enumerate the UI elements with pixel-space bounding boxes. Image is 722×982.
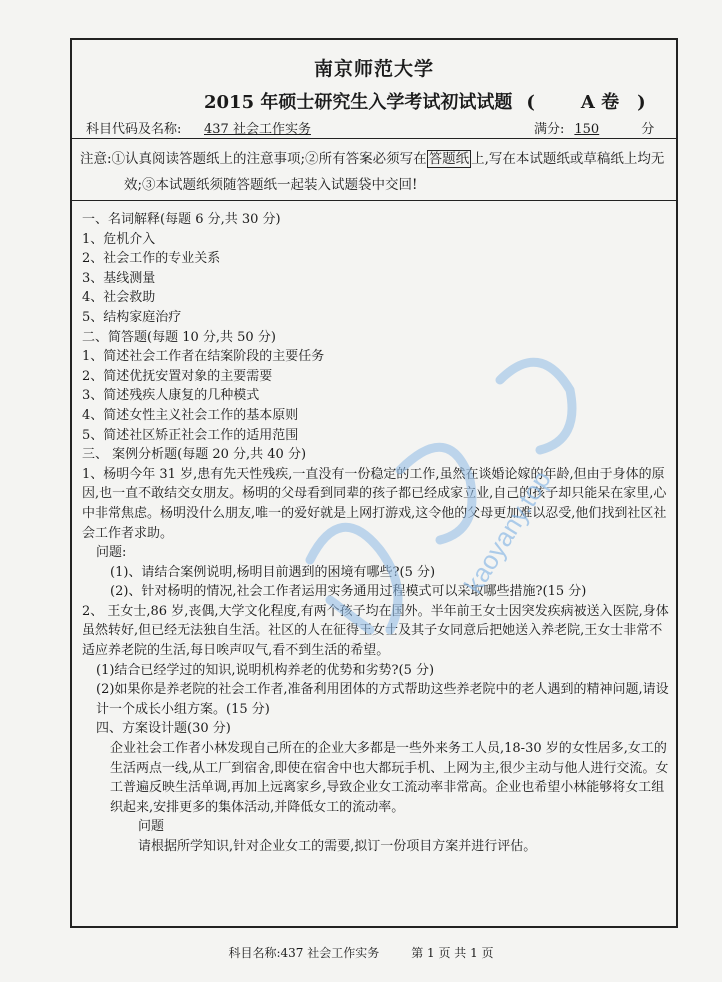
score-label: 满分: <box>534 122 565 137</box>
notice-block <box>80 146 670 198</box>
subject-label: 科目代码及名称: <box>86 122 182 137</box>
paren-close: ) <box>637 92 646 113</box>
divider-notice <box>72 200 676 201</box>
exam-title <box>204 88 646 114</box>
score-info <box>534 118 654 137</box>
answer-sheet-box: 答题纸 <box>428 151 470 167</box>
notice-line-2: 效;③本试题纸须随答题纸一起装入试题袋中交回! <box>124 177 418 193</box>
case-2-question-2: (2)如果你是养老院的社会工作者,准备利用团体的方式帮助这些养老院中的老人遇到的精神问题,请设计一个成长小组方案。(15 分) <box>96 682 669 717</box>
s2-item-3: 3、简述残疾人康复的几种模式 <box>82 388 260 404</box>
exam-paper-frame <box>70 38 678 928</box>
notice-line-1 <box>80 146 670 172</box>
s1-item-3: 3、基线测量 <box>82 270 156 286</box>
footer-page-number: 第 1 页 共 1 页 <box>411 946 494 960</box>
notice-line-1-pre: 注意:①认真阅读答题纸上的注意事项;②所有答案必须写在 <box>80 151 427 167</box>
case-2-text: 2、 王女士,86 岁,丧偶,大学文化程度,有两个孩子均在国外。半年前王女士因突发疾病被送入医院,身体虽然转好,但已经无法独自生活。社区的人在征得王女士及其子女同意后把她送入养老院,王女士非常不适应养老院的生活,每日唉声叹气,看不到生活的希望。 <box>82 603 669 659</box>
section-3-heading: 三、 案例分析题(每题 20 分,共 40 分) <box>82 447 307 463</box>
subject-code: 437 社会工作实务 <box>204 122 311 137</box>
case-1-question-1: (1)、请结合案例说明,杨明目前遇到的困境有哪些?(5 分) <box>110 564 436 580</box>
s1-item-4: 4、社会救助 <box>82 290 156 306</box>
s1-item-1: 1、危机介入 <box>82 231 156 247</box>
score-value: 150 <box>574 122 600 137</box>
section-4-question-label: 问题 <box>138 819 165 835</box>
notice-line-1-post: 上,写在本试题纸或草稿纸上均无 <box>471 151 665 167</box>
subject-row <box>86 118 666 137</box>
s2-item-1: 1、简述社会工作者在结案阶段的主要任务 <box>82 349 325 365</box>
section-4-question: 请根据所学知识,针对企业女工的需要,拟订一份项目方案并进行评估。 <box>138 839 537 854</box>
divider-top <box>72 138 676 139</box>
paren-open: ( <box>526 92 535 113</box>
case-1-text: 1、杨明今年 31 岁,患有先天性残疾,一直没有一份稳定的工作,虽然在谈婚论嫁的年龄,但由于身体的原因,也一直不敢结交女朋友。杨明的父母看到同辈的孩子都已经成家立业,自己的孩子却只能呆在家里,心中非常焦虑。杨明没什么朋友,唯一的爱好就是上网打游戏,这令他的父母更加难以忍受,他们找到社区社会工作者求助。 <box>82 466 667 541</box>
watermark-url: kaoyany.top <box>457 465 557 599</box>
score-unit: 分 <box>641 122 655 137</box>
case-2-question-1: (1)结合已经学过的知识,说明机构养老的优势和劣势?(5 分) <box>96 662 435 678</box>
s2-item-4: 4、简述女性主义社会工作的基本原则 <box>82 407 299 423</box>
school-name: 南京师范大学 <box>313 58 434 80</box>
section-4-body: 企业社会工作者小林发现自己所在的企业大多都是一些外来务工人员,18-30 岁的女性居多,女工的生活两点一线,从工厂到宿舍,即使在宿舍中也大都玩手机、上网为主,很少主动与他人进行交流。女工普遍反映生活单调,再加上远离家乡,导致企业女工流动率非常高。企业也希望小林能够将女工组织起来,安排更多的集体活动,并降低女工的流动率。 <box>110 741 669 815</box>
footer-subject: 科目名称:437 社会工作实务 <box>228 946 380 960</box>
case-1-question-label: 问题: <box>96 545 127 561</box>
exam-title-text: 2015 年硕士研究生入学考试初试试题 <box>204 92 513 113</box>
section-1-heading: 一、名词解释(每题 6 分,共 30 分) <box>82 212 281 227</box>
section-2-heading: 二、简答题(每题 10 分,共 50 分) <box>82 329 276 345</box>
exam-content <box>82 210 670 857</box>
section-4-heading: 四、方案设计题(30 分) <box>96 721 231 737</box>
s2-item-5: 5、简述社区矫正社会工作的适用范围 <box>82 427 299 443</box>
exam-volume: A 卷 <box>580 92 620 113</box>
s2-item-2: 2、简述优抚安置对象的主要需要 <box>82 368 273 384</box>
case-1-question-2: (2)、针对杨明的情况,社会工作者运用实务通用过程模式可以采取哪些措施?(15 分) <box>110 584 587 600</box>
page-footer <box>0 944 722 961</box>
s1-item-5: 5、结构家庭治疗 <box>82 309 182 325</box>
s1-item-2: 2、社会工作的专业关系 <box>82 251 221 267</box>
